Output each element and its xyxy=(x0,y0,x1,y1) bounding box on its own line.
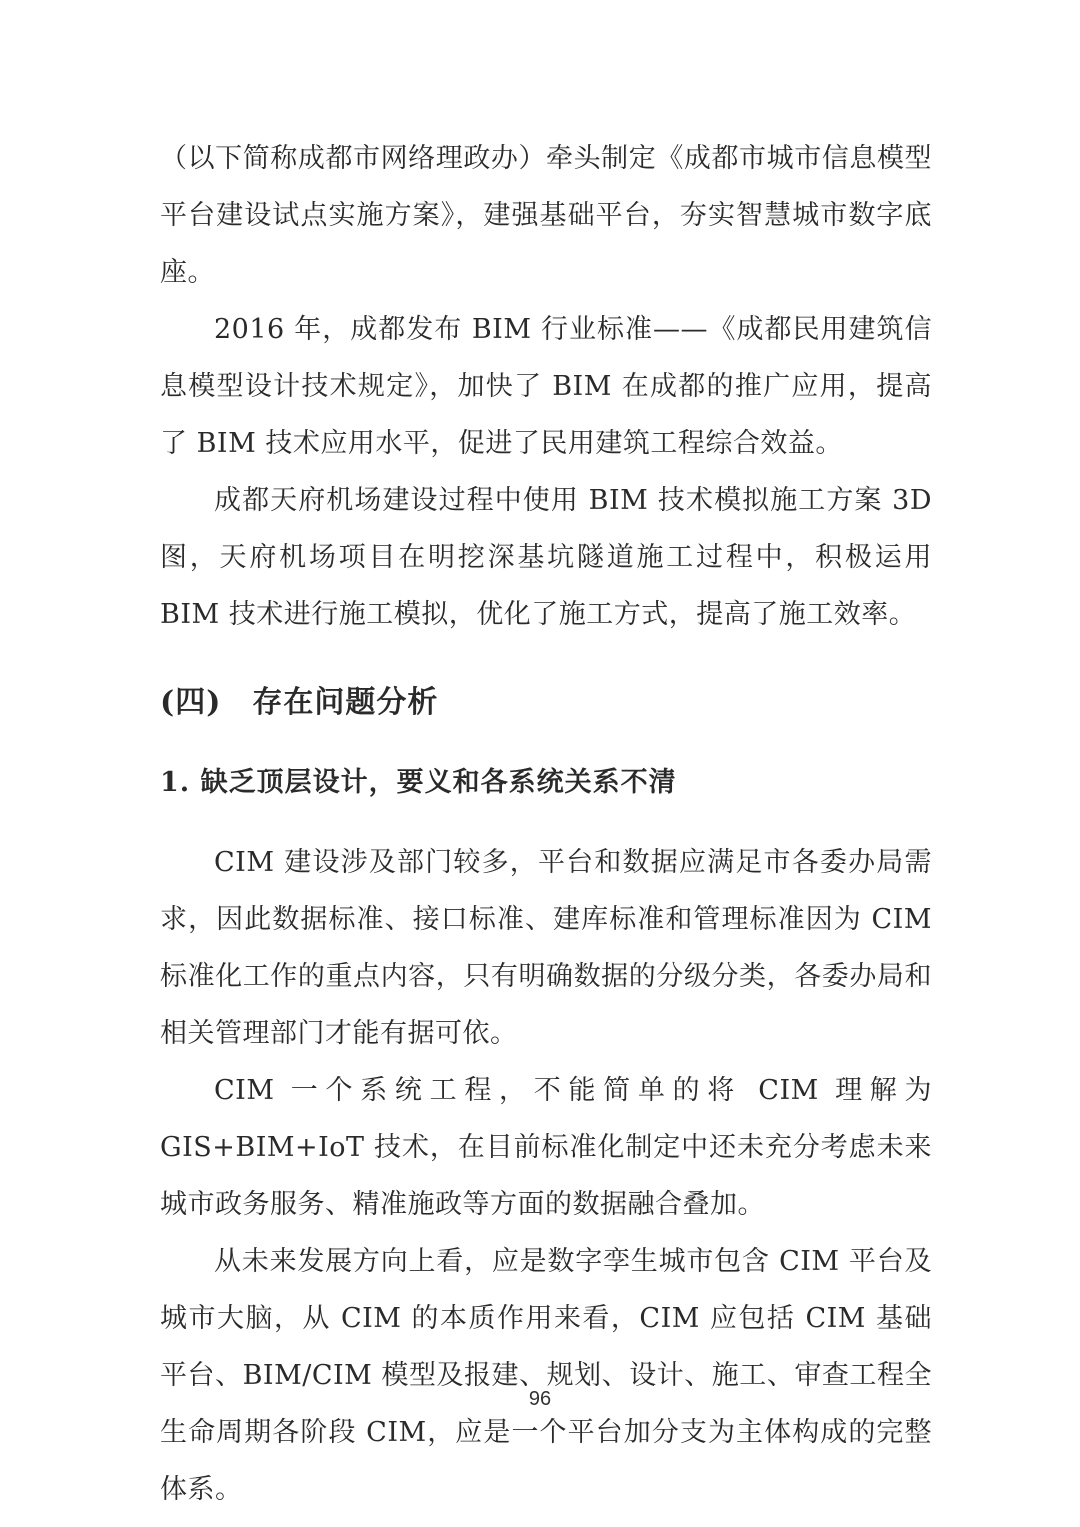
paragraph-tianfu-airport: 成都天府机场建设过程中使用 BIM 技术模拟施工方案 3D 图，天府机场项目在明挖深基坑隧道施工过程中，积极运用 BIM 技术进行施工模拟，优化了施工方式，提高了施工效率。 xyxy=(160,485,932,630)
paragraph-future-development: 从未来发展方向上看，应是数字孪生城市包含 CIM 平台及城市大脑，从 CIM 的本质作用来看，CIM 应包括 CIM 基础平台、BIM/CIM 模型及报建、规划、设计、施工、审查工程全生命周期各阶段 CIM，应是一个平台加分支为主体构成的完整体系。 xyxy=(160,1246,932,1505)
paragraph-2016-bim-standard: 2016 年，成都发布 BIM 行业标准——《成都民用建筑信息模型设计技术规定》，加快了 BIM 在成都的推广应用，提高了 BIM 技术应用水平，促进了民用建筑工程综合效益。 xyxy=(160,314,932,459)
paragraph-continuation: （以下简称成都市网络理政办）牵头制定《成都市城市信息模型平台建设试点实施方案》，建强基础平台，夯实智慧城市数字底座。 xyxy=(160,143,932,288)
page-number: 96 xyxy=(528,1388,552,1410)
paragraph-cim-system-engineering: CIM 一个系统工程，不能简单的将 CIM 理解为 GIS+BIM+IoT 技术，在目前标准化制定中还未充分考虑未来城市政务服务、精准施政等方面的数据融合叠加。 xyxy=(160,1075,932,1220)
document-content xyxy=(160,130,932,1518)
paragraph-cim-departments: CIM 建设涉及部门较多，平台和数据应满足市各委办局需求，因此数据标准、接口标准、建库标准和管理标准因为 CIM 标准化工作的重点内容，只有明确数据的分级分类，各委办局和相关管理部门才能有据可依。 xyxy=(160,847,932,1049)
section-heading: (四) 存在问题分析 xyxy=(160,685,439,720)
subsection-heading: 1. 缺乏顶层设计，要义和各系统关系不清 xyxy=(160,767,677,798)
